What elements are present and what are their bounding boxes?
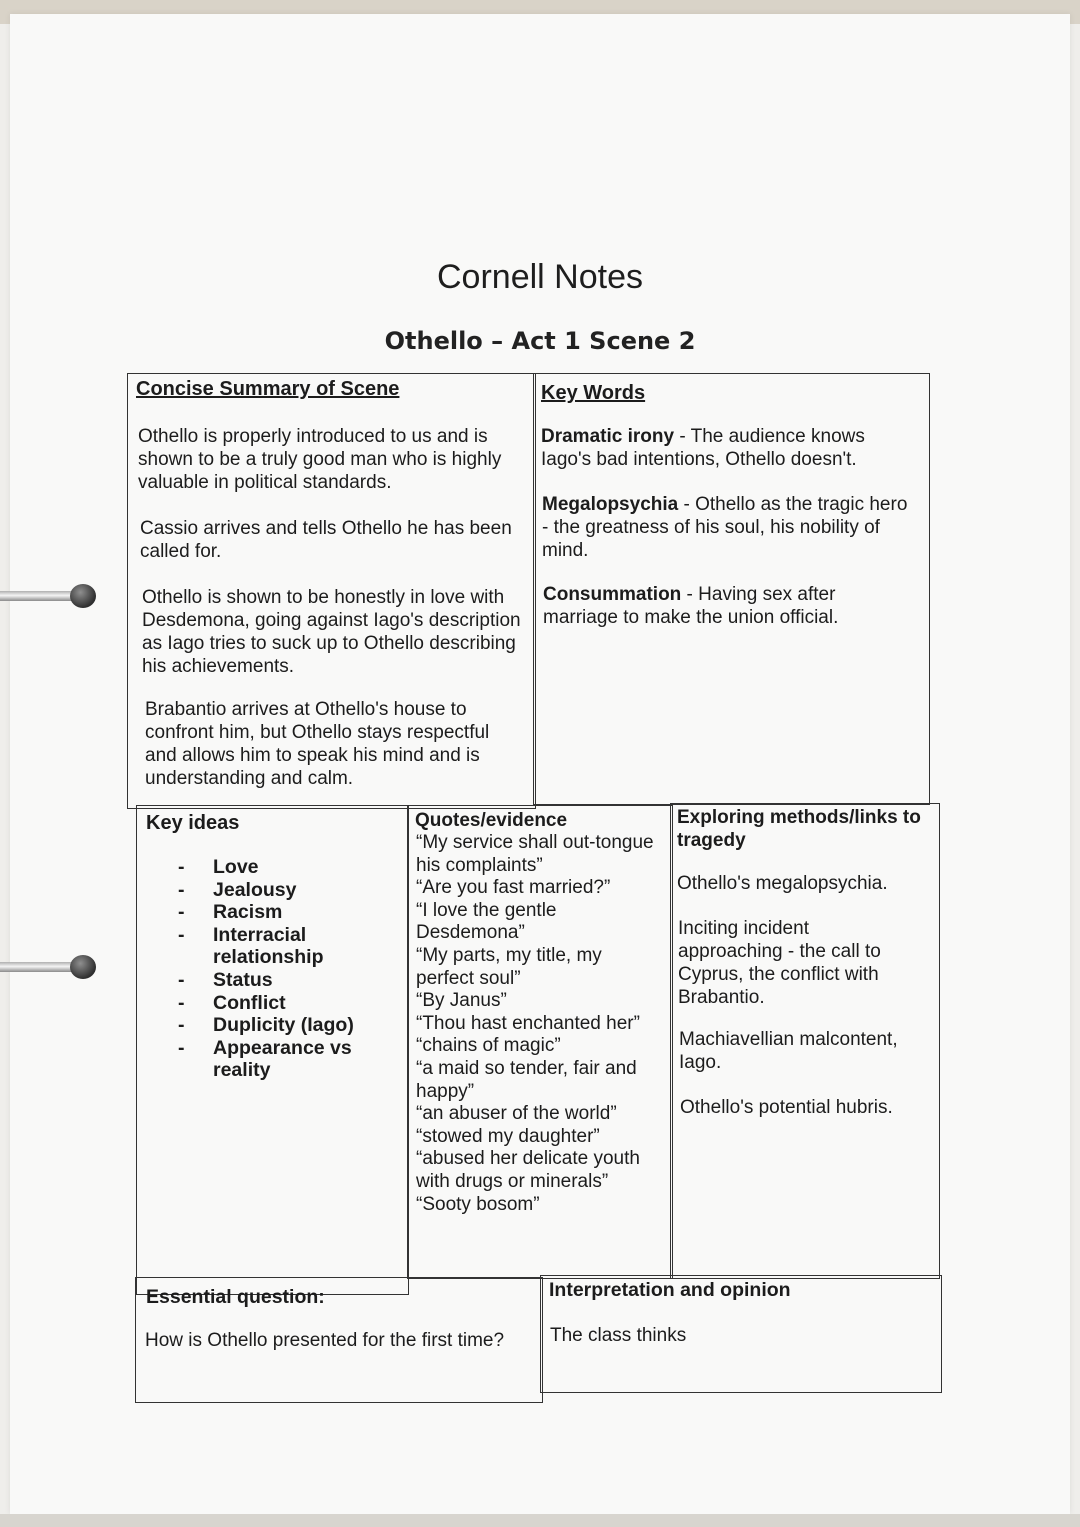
summary-heading: Concise Summary of Scene: [136, 378, 400, 400]
list-item: - Duplicity (Iago): [178, 1014, 378, 1037]
methods-item-2: Inciting incident approaching - the call to Cyprus, the conflict with Brabantio.: [678, 918, 881, 1008]
essential-question-heading: Essential question:: [146, 1286, 325, 1308]
key-word-2-definition: - Othello as the tragic hero - the greatness of his soul, his nobility of mind.: [542, 494, 908, 561]
essential-question-text: How is Othello presented for the first time?: [145, 1330, 505, 1351]
interpretation-heading: Interpretation and opinion: [549, 1279, 791, 1301]
key-word-1-term: Dramatic irony: [541, 426, 675, 447]
methods-item-3: Machiavellian malcontent, Iago.: [679, 1029, 898, 1073]
desk-background-bottom: [0, 1514, 1080, 1527]
summary-paragraph-1: Othello is properly introduced to us and is shown to be a truly good man who is highly valuable in political standards.: [138, 426, 502, 493]
list-item: - Appearance vs reality: [178, 1037, 378, 1082]
list-item: - Conflict: [178, 992, 378, 1015]
interpretation-text: The class thinks: [550, 1325, 687, 1346]
list-item: “By Janus”: [416, 990, 507, 1012]
list-item: “a maid so tender, fair and happy”: [416, 1057, 637, 1102]
key-word-1-definition: - The audience knows Iago's bad intentions, Othello doesn't.: [541, 426, 865, 470]
quotes-heading: Quotes/evidence: [415, 810, 568, 831]
key-word-2: [542, 493, 912, 562]
methods-item-4: Othello's potential hubris.: [680, 1097, 893, 1118]
key-ideas-list: [178, 856, 378, 1082]
list-item: - Racism: [178, 901, 378, 924]
list-item: “abused her delicate youth with drugs or minerals”: [416, 1148, 640, 1192]
key-word-3: [543, 583, 903, 629]
page-title: Cornell Notes: [437, 258, 643, 296]
key-word-3-term: Consummation: [543, 584, 682, 605]
quotes-list: [416, 832, 656, 1216]
list-item: “Are you fast married?”: [416, 877, 611, 899]
list-item: “My service shall out-tongue his complaints”: [416, 832, 654, 876]
list-item: “I love the gentle Desdemona”: [416, 899, 557, 944]
list-item: - Interracial relationship: [178, 924, 378, 969]
page-subtitle: Othello – Act 1 Scene 2: [384, 327, 696, 355]
binder-ring-top-icon: [0, 584, 96, 610]
list-item: “an abuser of the world”: [416, 1103, 617, 1125]
key-word-1: [541, 425, 919, 471]
summary-paragraph-3: Othello is shown to be honestly in love with Desdemona, going against Iago's description as Iago tries to suck up to Othello describing his achievements.: [142, 587, 521, 677]
methods-heading: Exploring methods/links to tragedy: [677, 807, 921, 851]
list-item: - Love: [178, 856, 378, 879]
methods-item-1: Othello's megalopsychia.: [677, 873, 888, 894]
list-item: “stowed my daughter”: [416, 1125, 600, 1147]
list-item: “Sooty bosom”: [416, 1193, 540, 1215]
summary-paragraph-4: Brabantio arrives at Othello's house to confront him, but Othello stays respectful and allows him to speak his mind and is understanding and calm.: [145, 699, 490, 789]
list-item: “My parts, my title, my perfect soul”: [416, 944, 602, 989]
key-ideas-heading: Key ideas: [146, 812, 240, 834]
list-item: “chains of magic”: [416, 1035, 561, 1057]
key-word-3-definition: - Having sex after marriage to make the union official.: [543, 584, 839, 628]
key-word-2-term: Megalopsychia: [542, 494, 679, 515]
list-item: “Thou hast enchanted her”: [416, 1012, 640, 1034]
binder-ring-bottom-icon: [0, 955, 96, 981]
key-words-heading: Key Words: [541, 382, 646, 404]
summary-paragraph-2: Cassio arrives and tells Othello he has been called for.: [140, 518, 512, 562]
list-item: - Status: [178, 969, 378, 992]
list-item: - Jealousy: [178, 879, 378, 902]
